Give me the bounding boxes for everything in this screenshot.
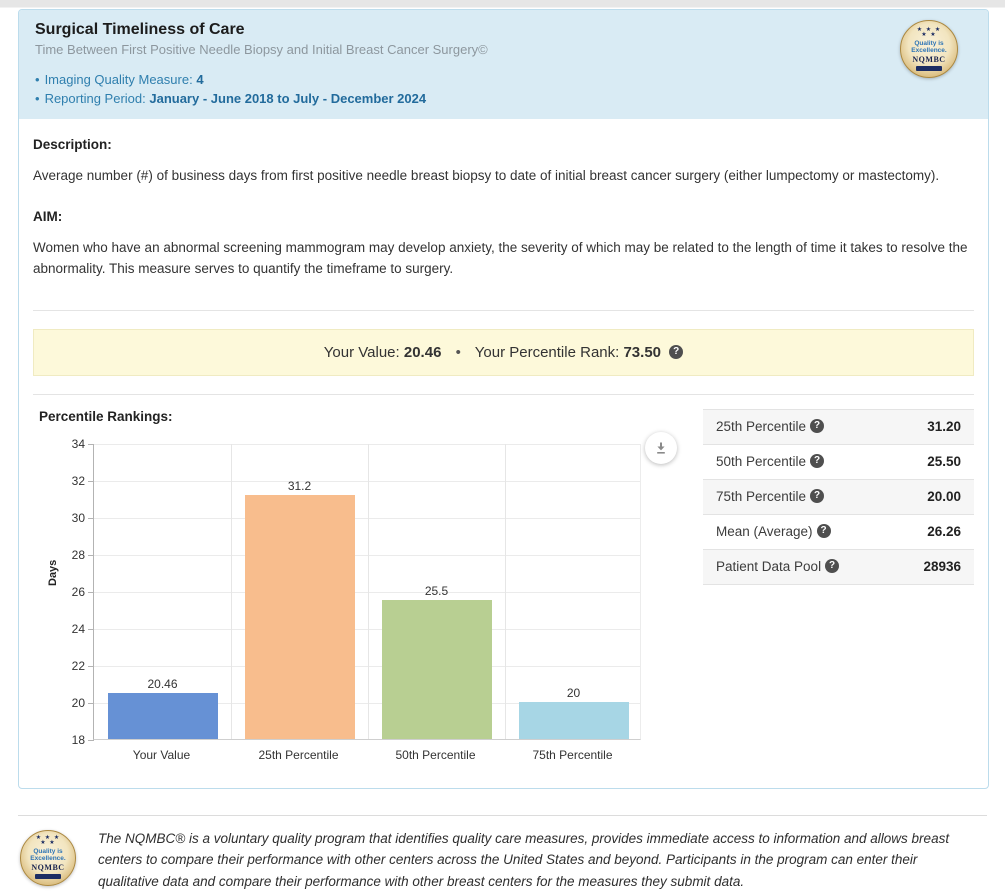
y-tick-label: 22 xyxy=(71,658,85,673)
page-title: Surgical Timeliness of Care xyxy=(35,21,245,38)
period-row xyxy=(35,91,972,106)
axis-tick xyxy=(88,703,94,704)
seal-line1: Quality is xyxy=(914,39,944,47)
bar-value-label: 31.2 xyxy=(287,478,312,493)
description-text: Average number (#) of business days from first positive needle breast biopsy to date of initial breast cancer surgery (either lumpectomy or mastectomy). xyxy=(33,168,940,183)
measure-value: 4 xyxy=(196,72,204,87)
rank-label: Your Percentile Rank: xyxy=(474,343,620,361)
stat-label: 75th Percentile ? xyxy=(716,489,824,504)
bar-chart xyxy=(33,436,683,768)
y-tick-label: 30 xyxy=(71,510,85,525)
page-subtitle: Time Between First Positive Needle Biopsy and Initial Breast Cancer Surgery© xyxy=(35,42,488,57)
rank-value: 73.50 xyxy=(623,343,662,361)
separator-dot: • xyxy=(455,343,461,361)
gridline xyxy=(94,444,640,445)
chart-plot-area xyxy=(93,444,641,740)
bar-value-label: 20 xyxy=(566,685,581,700)
chart-bar xyxy=(245,495,355,739)
footer xyxy=(20,828,987,893)
aim-text: Women who have an abnormal screening mammogram may develop anxiety, the severity of which may be related to the length of time it takes to resolve the abnormality. This measure serves to quantify the timeframe to surgery. xyxy=(33,239,968,276)
axis-tick xyxy=(88,444,94,445)
chart-bar xyxy=(108,693,218,739)
measure-label: Imaging Quality Measure: xyxy=(44,72,193,87)
period-label: Reporting Period: xyxy=(44,91,146,106)
axis-tick xyxy=(88,555,94,556)
download-icon xyxy=(654,441,668,455)
top-strip xyxy=(0,0,1005,8)
aim-heading: AIM: xyxy=(33,208,63,224)
seal-stars-icon: ★ ★ ★ ★ ★ xyxy=(916,26,942,38)
stat-value: 31.20 xyxy=(927,419,961,435)
axis-tick xyxy=(88,518,94,519)
help-icon[interactable]: ? xyxy=(825,559,839,573)
gridline xyxy=(94,592,640,593)
panel-header xyxy=(19,10,988,119)
help-icon[interactable]: ? xyxy=(810,419,824,433)
divider xyxy=(33,394,974,395)
seal-stars-icon: ★ ★ ★ ★ ★ xyxy=(35,835,61,847)
header-meta xyxy=(35,72,972,106)
your-value-label: Your Value: xyxy=(323,343,400,361)
percentile-table xyxy=(703,409,974,585)
y-tick-label: 32 xyxy=(71,473,85,488)
help-icon[interactable]: ? xyxy=(810,489,824,503)
nqmbc-quality-seal xyxy=(900,20,958,78)
y-tick-label: 28 xyxy=(71,547,85,562)
gridline xyxy=(94,555,640,556)
stats-column xyxy=(703,409,974,768)
summary-banner xyxy=(33,329,974,376)
x-tick-label: 75th Percentile xyxy=(532,747,613,762)
chart-heading: Percentile Rankings: xyxy=(39,408,173,424)
table-row xyxy=(703,550,974,585)
stat-value: 26.26 xyxy=(927,524,961,540)
chart-bar xyxy=(519,702,629,739)
y-axis-title: Days xyxy=(47,559,59,586)
stat-label: Patient Data Pool ? xyxy=(716,559,839,574)
y-tick-label: 24 xyxy=(71,621,85,636)
chart-bar xyxy=(382,600,492,739)
bar-value-label: 25.5 xyxy=(424,584,449,599)
seal-brand: NQMBC xyxy=(31,863,65,873)
table-row xyxy=(703,445,974,480)
table-row xyxy=(703,515,974,550)
seal-ribbon-icon xyxy=(35,874,61,879)
axis-tick xyxy=(88,629,94,630)
bar-value-label: 20.46 xyxy=(147,677,178,692)
stat-value: 20.00 xyxy=(927,489,961,505)
axis-tick xyxy=(88,481,94,482)
y-tick-label: 34 xyxy=(71,436,85,451)
axis-tick xyxy=(88,666,94,667)
seal-brand: NQMBC xyxy=(912,54,946,64)
gridline xyxy=(94,629,640,630)
footer-text: The NQMBC® is a voluntary quality program that identifies quality care measures, provides immediate access to information and allows breast centers to compare their performance with other centers across the United States and beyond. Participants in the program can enter their qualitative data and compare their performance with other breast centers for the measures they submit data. xyxy=(98,830,950,889)
seal-ribbon-icon xyxy=(916,66,942,71)
y-tick-label: 26 xyxy=(71,584,85,599)
seal-line1: Quality is xyxy=(33,848,63,856)
period-value: January - June 2018 to July - December 2024 xyxy=(149,91,427,106)
help-icon[interactable]: ? xyxy=(669,345,683,359)
chart-column xyxy=(33,405,683,768)
description-heading: Description: xyxy=(33,137,112,152)
chart-export-button[interactable] xyxy=(645,432,677,464)
gridline xyxy=(94,666,640,667)
help-icon[interactable]: ? xyxy=(817,524,831,538)
axis-tick xyxy=(88,592,94,593)
x-tick-label: Your Value xyxy=(132,747,191,762)
bullet-icon: • xyxy=(35,72,40,87)
divider xyxy=(33,310,974,311)
table-row xyxy=(703,480,974,515)
x-tick-label: 25th Percentile xyxy=(258,747,339,762)
y-tick-label: 18 xyxy=(71,732,85,747)
stat-value: 25.50 xyxy=(927,454,961,470)
your-value: 20.46 xyxy=(403,343,442,361)
y-tick-label: 20 xyxy=(71,695,85,710)
panel-content xyxy=(19,119,988,788)
measure-row xyxy=(35,72,972,87)
stat-label: 25th Percentile ? xyxy=(716,419,824,434)
gridline xyxy=(94,518,640,519)
stat-label: 50th Percentile ? xyxy=(716,454,824,469)
x-tick-label: 50th Percentile xyxy=(395,747,476,762)
footer-divider xyxy=(18,815,987,816)
rankings-section xyxy=(33,405,974,768)
seal-line2: Excellence. xyxy=(30,855,66,863)
bullet-icon: • xyxy=(35,91,40,106)
help-icon[interactable]: ? xyxy=(810,454,824,468)
stat-label: Mean (Average) ? xyxy=(716,524,831,539)
axis-tick xyxy=(88,740,94,741)
measure-panel xyxy=(18,9,989,789)
table-row xyxy=(703,410,974,445)
nqmbc-quality-seal xyxy=(20,830,76,886)
seal-line2: Excellence. xyxy=(911,46,947,54)
stat-value: 28936 xyxy=(923,559,961,575)
